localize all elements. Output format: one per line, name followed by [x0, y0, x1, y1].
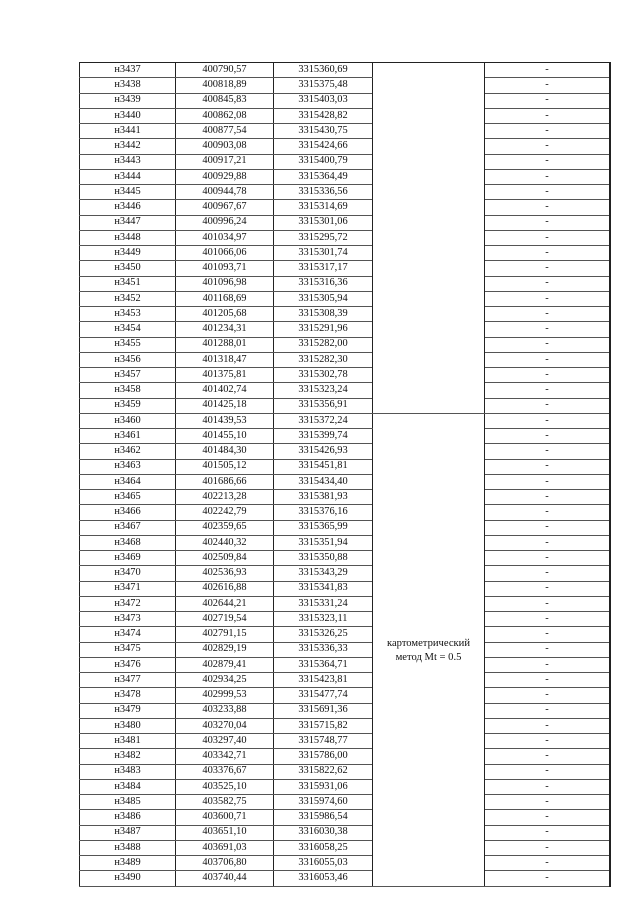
x-coordinate-cell: 400903,08	[176, 139, 274, 154]
x-coordinate-cell: 402616,88	[176, 581, 274, 596]
point-name-cell: н3466	[80, 505, 176, 520]
point-name-cell: н3439	[80, 93, 176, 108]
x-coordinate-cell: 402999,53	[176, 688, 274, 703]
y-coordinate-cell: 3315434,40	[274, 474, 373, 489]
table-row	[80, 368, 611, 383]
note-cell: -	[485, 840, 611, 855]
y-coordinate-cell: 3315316,36	[274, 276, 373, 291]
y-coordinate-cell: 3315301,74	[274, 246, 373, 261]
x-coordinate-cell: 403376,67	[176, 764, 274, 779]
table-row	[80, 749, 611, 764]
table-row	[80, 108, 611, 123]
table-row	[80, 459, 611, 474]
table-row	[80, 734, 611, 749]
x-coordinate-cell: 401318,47	[176, 352, 274, 367]
table-row	[80, 322, 611, 337]
note-cell: -	[485, 505, 611, 520]
table-row	[80, 246, 611, 261]
point-name-cell: н3490	[80, 871, 176, 886]
coordinates-table	[79, 62, 611, 887]
point-name-cell: н3456	[80, 352, 176, 367]
note-cell: -	[485, 322, 611, 337]
table-row	[80, 596, 611, 611]
point-name-cell: н3437	[80, 63, 176, 78]
point-name-cell: н3470	[80, 566, 176, 581]
y-coordinate-cell: 3315477,74	[274, 688, 373, 703]
y-coordinate-cell: 3315423,81	[274, 673, 373, 688]
x-coordinate-cell: 403691,03	[176, 840, 274, 855]
x-coordinate-cell: 401096,98	[176, 276, 274, 291]
table-row	[80, 352, 611, 367]
y-coordinate-cell: 3315301,06	[274, 215, 373, 230]
note-cell: -	[485, 215, 611, 230]
x-coordinate-cell: 401375,81	[176, 368, 274, 383]
x-coordinate-cell: 400996,24	[176, 215, 274, 230]
y-coordinate-cell: 3315715,82	[274, 718, 373, 733]
note-cell: -	[485, 779, 611, 794]
note-cell: -	[485, 429, 611, 444]
y-coordinate-cell: 3315341,83	[274, 581, 373, 596]
table-row	[80, 185, 611, 200]
y-coordinate-cell: 3315691,36	[274, 703, 373, 718]
y-coordinate-cell: 3315295,72	[274, 230, 373, 245]
x-coordinate-cell: 401505,12	[176, 459, 274, 474]
x-coordinate-cell: 402242,79	[176, 505, 274, 520]
table-row	[80, 261, 611, 276]
table-row	[80, 398, 611, 413]
note-cell: -	[485, 490, 611, 505]
table-row	[80, 93, 611, 108]
x-coordinate-cell: 402791,15	[176, 627, 274, 642]
point-name-cell: н3449	[80, 246, 176, 261]
point-name-cell: н3447	[80, 215, 176, 230]
x-coordinate-cell: 403706,80	[176, 856, 274, 871]
point-name-cell: н3480	[80, 718, 176, 733]
y-coordinate-cell: 3315931,06	[274, 779, 373, 794]
method-cell	[373, 63, 485, 414]
table-row	[80, 535, 611, 550]
table-row	[80, 505, 611, 520]
x-coordinate-cell: 400818,89	[176, 78, 274, 93]
x-coordinate-cell: 402359,65	[176, 520, 274, 535]
x-coordinate-cell: 401234,31	[176, 322, 274, 337]
note-cell: -	[485, 383, 611, 398]
y-coordinate-cell: 3315351,94	[274, 535, 373, 550]
note-cell: -	[485, 734, 611, 749]
point-name-cell: н3476	[80, 657, 176, 672]
y-coordinate-cell: 3315331,24	[274, 596, 373, 611]
point-name-cell: н3485	[80, 795, 176, 810]
y-coordinate-cell: 3315291,96	[274, 322, 373, 337]
x-coordinate-cell: 403525,10	[176, 779, 274, 794]
point-name-cell: н3467	[80, 520, 176, 535]
table-row	[80, 413, 611, 428]
y-coordinate-cell: 3315302,78	[274, 368, 373, 383]
coordinates-table-body	[80, 63, 611, 887]
x-coordinate-cell: 403297,40	[176, 734, 274, 749]
y-coordinate-cell: 3315748,77	[274, 734, 373, 749]
x-coordinate-cell: 403582,75	[176, 795, 274, 810]
table-row	[80, 703, 611, 718]
x-coordinate-cell: 401484,30	[176, 444, 274, 459]
note-cell: -	[485, 291, 611, 306]
point-name-cell: н3442	[80, 139, 176, 154]
point-name-cell: н3452	[80, 291, 176, 306]
note-cell: -	[485, 63, 611, 78]
x-coordinate-cell: 403270,04	[176, 718, 274, 733]
x-coordinate-cell: 403600,71	[176, 810, 274, 825]
point-name-cell: н3460	[80, 413, 176, 428]
table-row	[80, 429, 611, 444]
note-cell: -	[485, 139, 611, 154]
point-name-cell: н3483	[80, 764, 176, 779]
note-cell: -	[485, 93, 611, 108]
table-row	[80, 795, 611, 810]
point-name-cell: н3458	[80, 383, 176, 398]
point-name-cell: н3455	[80, 337, 176, 352]
table-row	[80, 673, 611, 688]
note-cell: -	[485, 337, 611, 352]
y-coordinate-cell: 3315424,66	[274, 139, 373, 154]
table-row	[80, 276, 611, 291]
y-coordinate-cell: 3315356,91	[274, 398, 373, 413]
note-cell: -	[485, 749, 611, 764]
point-name-cell: н3451	[80, 276, 176, 291]
point-name-cell: н3469	[80, 551, 176, 566]
x-coordinate-cell: 403342,71	[176, 749, 274, 764]
point-name-cell: н3440	[80, 108, 176, 123]
table-row	[80, 779, 611, 794]
table-row	[80, 444, 611, 459]
note-cell: -	[485, 169, 611, 184]
y-coordinate-cell: 3315786,00	[274, 749, 373, 764]
note-cell: -	[485, 871, 611, 886]
table-row	[80, 215, 611, 230]
x-coordinate-cell: 400845,83	[176, 93, 274, 108]
y-coordinate-cell: 3315403,03	[274, 93, 373, 108]
point-name-cell: н3471	[80, 581, 176, 596]
note-cell: -	[485, 459, 611, 474]
table-row	[80, 871, 611, 886]
note-cell: -	[485, 810, 611, 825]
table-row	[80, 230, 611, 245]
point-name-cell: н3463	[80, 459, 176, 474]
y-coordinate-cell: 3315364,49	[274, 169, 373, 184]
x-coordinate-cell: 402719,54	[176, 612, 274, 627]
point-name-cell: н3438	[80, 78, 176, 93]
table-row	[80, 337, 611, 352]
x-coordinate-cell: 402509,84	[176, 551, 274, 566]
note-cell: -	[485, 551, 611, 566]
y-coordinate-cell: 3315822,62	[274, 764, 373, 779]
y-coordinate-cell: 3315986,54	[274, 810, 373, 825]
note-cell: -	[485, 856, 611, 871]
table-row	[80, 291, 611, 306]
y-coordinate-cell: 3315428,82	[274, 108, 373, 123]
y-coordinate-cell: 3315381,93	[274, 490, 373, 505]
note-cell: -	[485, 368, 611, 383]
y-coordinate-cell: 3315323,24	[274, 383, 373, 398]
y-coordinate-cell: 3315282,30	[274, 352, 373, 367]
table-row	[80, 551, 611, 566]
note-cell: -	[485, 230, 611, 245]
method-text-line-1: картометрический	[386, 638, 471, 650]
point-name-cell: н3489	[80, 856, 176, 871]
point-name-cell: н3441	[80, 124, 176, 139]
point-name-cell: н3443	[80, 154, 176, 169]
y-coordinate-cell: 3315305,94	[274, 291, 373, 306]
y-coordinate-cell: 3315430,75	[274, 124, 373, 139]
note-cell: -	[485, 276, 611, 291]
y-coordinate-cell: 3315343,29	[274, 566, 373, 581]
table-row	[80, 627, 611, 642]
table-row	[80, 307, 611, 322]
table-row	[80, 810, 611, 825]
x-coordinate-cell: 400917,21	[176, 154, 274, 169]
point-name-cell: н3450	[80, 261, 176, 276]
note-cell: -	[485, 200, 611, 215]
note-cell: -	[485, 444, 611, 459]
point-name-cell: н3464	[80, 474, 176, 489]
note-cell: -	[485, 261, 611, 276]
x-coordinate-cell: 403233,88	[176, 703, 274, 718]
y-coordinate-cell: 3315360,69	[274, 63, 373, 78]
y-coordinate-cell: 3315974,60	[274, 795, 373, 810]
table-row	[80, 612, 611, 627]
note-cell: -	[485, 673, 611, 688]
note-cell: -	[485, 413, 611, 428]
point-name-cell: н3454	[80, 322, 176, 337]
x-coordinate-cell: 401455,10	[176, 429, 274, 444]
note-cell: -	[485, 795, 611, 810]
note-cell: -	[485, 688, 611, 703]
point-name-cell: н3472	[80, 596, 176, 611]
x-coordinate-cell: 400877,54	[176, 124, 274, 139]
point-name-cell: н3488	[80, 840, 176, 855]
y-coordinate-cell: 3315376,16	[274, 505, 373, 520]
method-cell	[373, 413, 485, 886]
table-row	[80, 383, 611, 398]
y-coordinate-cell: 3315308,39	[274, 307, 373, 322]
point-name-cell: н3461	[80, 429, 176, 444]
y-coordinate-cell: 3315317,17	[274, 261, 373, 276]
point-name-cell: н3479	[80, 703, 176, 718]
y-coordinate-cell: 3316030,38	[274, 825, 373, 840]
x-coordinate-cell: 400944,78	[176, 185, 274, 200]
note-cell: -	[485, 398, 611, 413]
table-row	[80, 169, 611, 184]
y-coordinate-cell: 3315365,99	[274, 520, 373, 535]
table-row	[80, 718, 611, 733]
table-row	[80, 825, 611, 840]
note-cell: -	[485, 185, 611, 200]
point-name-cell: н3468	[80, 535, 176, 550]
y-coordinate-cell: 3315282,00	[274, 337, 373, 352]
x-coordinate-cell: 401034,97	[176, 230, 274, 245]
table-row	[80, 657, 611, 672]
point-name-cell: н3459	[80, 398, 176, 413]
y-coordinate-cell: 3315426,93	[274, 444, 373, 459]
note-cell: -	[485, 154, 611, 169]
note-cell: -	[485, 352, 611, 367]
point-name-cell: н3481	[80, 734, 176, 749]
note-cell: -	[485, 78, 611, 93]
x-coordinate-cell: 401402,74	[176, 383, 274, 398]
note-cell: -	[485, 642, 611, 657]
point-name-cell: н3446	[80, 200, 176, 215]
method-text-line-2: метод Mt = 0.5	[395, 651, 462, 663]
point-name-cell: н3453	[80, 307, 176, 322]
point-name-cell: н3477	[80, 673, 176, 688]
x-coordinate-cell: 400862,08	[176, 108, 274, 123]
x-coordinate-cell: 401686,66	[176, 474, 274, 489]
x-coordinate-cell: 401066,06	[176, 246, 274, 261]
point-name-cell: н3445	[80, 185, 176, 200]
note-cell: -	[485, 657, 611, 672]
point-name-cell: н3487	[80, 825, 176, 840]
y-coordinate-cell: 3315326,25	[274, 627, 373, 642]
x-coordinate-cell: 402213,28	[176, 490, 274, 505]
point-name-cell: н3474	[80, 627, 176, 642]
note-cell: -	[485, 246, 611, 261]
x-coordinate-cell: 402644,21	[176, 596, 274, 611]
x-coordinate-cell: 401288,01	[176, 337, 274, 352]
x-coordinate-cell: 402536,93	[176, 566, 274, 581]
y-coordinate-cell: 3316055,03	[274, 856, 373, 871]
point-name-cell: н3462	[80, 444, 176, 459]
point-name-cell: н3486	[80, 810, 176, 825]
point-name-cell: н3482	[80, 749, 176, 764]
point-name-cell: н3457	[80, 368, 176, 383]
x-coordinate-cell: 402440,32	[176, 535, 274, 550]
table-row	[80, 764, 611, 779]
table-row	[80, 566, 611, 581]
note-cell: -	[485, 581, 611, 596]
table-row	[80, 581, 611, 596]
point-name-cell: н3444	[80, 169, 176, 184]
x-coordinate-cell: 402879,41	[176, 657, 274, 672]
y-coordinate-cell: 3315451,81	[274, 459, 373, 474]
x-coordinate-cell: 400967,67	[176, 200, 274, 215]
table-row	[80, 688, 611, 703]
y-coordinate-cell: 3315399,74	[274, 429, 373, 444]
note-cell: -	[485, 703, 611, 718]
y-coordinate-cell: 3315400,79	[274, 154, 373, 169]
note-cell: -	[485, 612, 611, 627]
table-row	[80, 78, 611, 93]
y-coordinate-cell: 3315336,33	[274, 642, 373, 657]
note-cell: -	[485, 307, 611, 322]
x-coordinate-cell: 401439,53	[176, 413, 274, 428]
x-coordinate-cell: 402934,25	[176, 673, 274, 688]
table-row	[80, 474, 611, 489]
y-coordinate-cell: 3316053,46	[274, 871, 373, 886]
y-coordinate-cell: 3315375,48	[274, 78, 373, 93]
y-coordinate-cell: 3315314,69	[274, 200, 373, 215]
x-coordinate-cell: 401168,69	[176, 291, 274, 306]
x-coordinate-cell: 401205,68	[176, 307, 274, 322]
table-row	[80, 856, 611, 871]
table-row	[80, 490, 611, 505]
y-coordinate-cell: 3315372,24	[274, 413, 373, 428]
y-coordinate-cell: 3316058,25	[274, 840, 373, 855]
point-name-cell: н3465	[80, 490, 176, 505]
x-coordinate-cell: 402829,19	[176, 642, 274, 657]
x-coordinate-cell: 403740,44	[176, 871, 274, 886]
y-coordinate-cell: 3315350,88	[274, 551, 373, 566]
note-cell: -	[485, 825, 611, 840]
point-name-cell: н3484	[80, 779, 176, 794]
table-row	[80, 200, 611, 215]
note-cell: -	[485, 124, 611, 139]
table-row	[80, 63, 611, 78]
point-name-cell: н3473	[80, 612, 176, 627]
x-coordinate-cell: 401425,18	[176, 398, 274, 413]
table-row	[80, 642, 611, 657]
y-coordinate-cell: 3315323,11	[274, 612, 373, 627]
y-coordinate-cell: 3315364,71	[274, 657, 373, 672]
point-name-cell: н3448	[80, 230, 176, 245]
point-name-cell: н3478	[80, 688, 176, 703]
note-cell: -	[485, 566, 611, 581]
x-coordinate-cell: 400929,88	[176, 169, 274, 184]
note-cell: -	[485, 535, 611, 550]
y-coordinate-cell: 3315336,56	[274, 185, 373, 200]
note-cell: -	[485, 520, 611, 535]
note-cell: -	[485, 718, 611, 733]
note-cell: -	[485, 764, 611, 779]
point-name-cell: н3475	[80, 642, 176, 657]
note-cell: -	[485, 596, 611, 611]
table-row	[80, 840, 611, 855]
note-cell: -	[485, 474, 611, 489]
table-row	[80, 154, 611, 169]
x-coordinate-cell: 401093,71	[176, 261, 274, 276]
note-cell: -	[485, 627, 611, 642]
table-row	[80, 124, 611, 139]
table-row	[80, 520, 611, 535]
x-coordinate-cell: 403651,10	[176, 825, 274, 840]
x-coordinate-cell: 400790,57	[176, 63, 274, 78]
note-cell: -	[485, 108, 611, 123]
table-row	[80, 139, 611, 154]
